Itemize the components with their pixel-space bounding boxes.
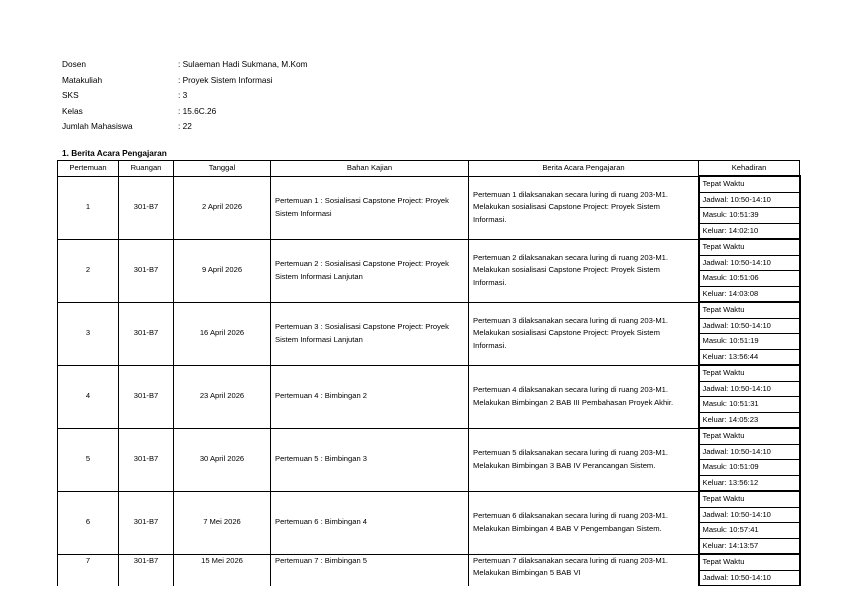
header-pertemuan: Pertemuan (58, 161, 119, 177)
info-row-matakuliah (62, 73, 308, 89)
table-row (58, 491, 800, 507)
info-value: : Proyek Sistem Informasi (178, 74, 273, 85)
cell-berita-acara: Pertemuan 3 dilaksanakan secara luring di ruang 203-M1. Melakukan sosialisasi Capstone Project: Proyek Sistem Informasi. (469, 302, 699, 365)
attendance-status: Tepat Waktu (699, 428, 800, 444)
cell-berita-acara: Pertemuan 2 dilaksanakan secara luring di ruang 203-M1. Melakukan sosialisasi Capstone Project: Proyek Sistem Informasi. (469, 239, 699, 302)
header-kehadiran: Kehadiran (699, 161, 800, 177)
cell-bahan-kajian: Pertemuan 5 : Bimbingan 3 (271, 428, 469, 491)
attendance-status: Tepat Waktu (699, 302, 800, 318)
cell-pertemuan: 3 (58, 302, 119, 365)
cell-berita-acara: Pertemuan 5 dilaksanakan secara luring di ruang 203-M1. Melakukan Bimbingan 3 BAB IV Perancangan Sistem. (469, 428, 699, 491)
info-row-jumlah-mahasiswa (62, 119, 308, 135)
attendance-status: Tepat Waktu (699, 554, 800, 570)
section-title: 1. Berita Acara Pengajaran (62, 148, 167, 158)
cell-tanggal: 16 April 2026 (174, 302, 271, 365)
attendance-schedule: Jadwal: 10:50-14:10 (699, 318, 800, 334)
table-row (58, 176, 800, 192)
attendance-check-in: Masuk: 10:51:19 (699, 334, 800, 350)
table-row (58, 554, 800, 570)
attendance-check-in: Masuk: 10:51:39 (699, 208, 800, 224)
cell-berita-acara: Pertemuan 7 dilaksanakan secara luring di ruang 203-M1. Melakukan Bimbingan 5 BAB VI (469, 554, 699, 586)
info-label: Jumlah Mahasiswa (62, 121, 133, 132)
header-ruangan: Ruangan (119, 161, 174, 177)
cell-tanggal: 30 April 2026 (174, 428, 271, 491)
info-label: SKS (62, 90, 79, 101)
cell-berita-acara: Pertemuan 4 dilaksanakan secara luring di ruang 203-M1. Melakukan Bimbingan 2 BAB III Pembahasan Proyek Akhir. (469, 365, 699, 428)
cell-pertemuan: 1 (58, 176, 119, 239)
cell-pertemuan: 2 (58, 239, 119, 302)
info-label: Matakuliah (62, 74, 103, 85)
cell-tanggal: 7 Mei 2026 (174, 491, 271, 554)
info-row-kelas (62, 104, 308, 120)
info-row-sks (62, 88, 308, 104)
attendance-status: Tepat Waktu (699, 239, 800, 255)
attendance-check-out: Keluar: 13:56:44 (699, 349, 800, 365)
attendance-schedule: Jadwal: 10:50-14:10 (699, 255, 800, 271)
cell-bahan-kajian: Pertemuan 1 : Sosialisasi Capstone Project: Proyek Sistem Informasi (271, 176, 469, 239)
cell-tanggal: 15 Mei 2026 (174, 554, 271, 586)
course-info (62, 57, 308, 135)
info-value: : Sulaeman Hadi Sukmana, M.Kom (178, 59, 308, 69)
attendance-status: Tepat Waktu (699, 176, 800, 192)
cell-ruangan: 301-B7 (119, 491, 174, 554)
cell-tanggal: 2 April 2026 (174, 176, 271, 239)
attendance-check-out: Keluar: 14:02:10 (699, 223, 800, 239)
attendance-schedule: Jadwal: 10:50-14:10 (699, 192, 800, 208)
attendance-check-out: Keluar: 14:03:08 (699, 286, 800, 302)
cell-tanggal: 23 April 2026 (174, 365, 271, 428)
info-label: Kelas (62, 105, 83, 116)
cell-berita-acara: Pertemuan 6 dilaksanakan secara luring di ruang 203-M1. Melakukan Bimbingan 4 BAB V Pengembangan Sistem. (469, 491, 699, 554)
table-row (58, 365, 800, 381)
cell-tanggal: 9 April 2026 (174, 239, 271, 302)
attendance-check-in: Masuk: 10:51:06 (699, 271, 800, 287)
cell-ruangan: 301-B7 (119, 302, 174, 365)
cell-ruangan: 301-B7 (119, 239, 174, 302)
attendance-schedule: Jadwal: 10:50-14:10 (699, 570, 800, 586)
info-value: : 3 (178, 90, 188, 101)
attendance-schedule: Jadwal: 10:50-14:10 (699, 507, 800, 523)
attendance-check-in: Masuk: 10:51:31 (699, 397, 800, 413)
attendance-status: Tepat Waktu (699, 365, 800, 381)
header-tanggal: Tanggal (174, 161, 271, 177)
cell-pertemuan: 6 (58, 491, 119, 554)
cell-bahan-kajian: Pertemuan 3 : Sosialisasi Capstone Project: Proyek Sistem Informasi Lanjutan (271, 302, 469, 365)
table-row (58, 239, 800, 255)
cell-ruangan: 301-B7 (119, 365, 174, 428)
cell-pertemuan: 7 (58, 554, 119, 586)
cell-ruangan: 301-B7 (119, 176, 174, 239)
attendance-check-out: Keluar: 13:56:12 (699, 475, 800, 491)
header-bahan-kajian: Bahan Kajian (271, 161, 469, 177)
cell-bahan-kajian: Pertemuan 6 : Bimbingan 4 (271, 491, 469, 554)
cell-bahan-kajian: Pertemuan 2 : Sosialisasi Capstone Project: Proyek Sistem Informasi Lanjutan (271, 239, 469, 302)
info-value: : 15.6C.26 (178, 105, 217, 116)
cell-pertemuan: 5 (58, 428, 119, 491)
attendance-check-out: Keluar: 14:05:23 (699, 412, 800, 428)
attendance-schedule: Jadwal: 10:50-14:10 (699, 381, 800, 397)
attendance-check-out: Keluar: 14:13:57 (699, 538, 800, 554)
attendance-status: Tepat Waktu (699, 491, 800, 507)
table-header-row (58, 161, 800, 177)
teaching-record-table (57, 160, 801, 586)
attendance-schedule: Jadwal: 10:50-14:10 (699, 444, 800, 460)
info-label: Dosen (62, 59, 86, 69)
attendance-check-in: Masuk: 10:51:09 (699, 460, 800, 476)
cell-berita-acara: Pertemuan 1 dilaksanakan secara luring di ruang 203-M1. Melakukan sosialisasi Capstone Project: Proyek Sistem Informasi. (469, 176, 699, 239)
info-value: : 22 (178, 121, 192, 132)
header-berita-acara: Berita Acara Pengajaran (469, 161, 699, 177)
attendance-check-in: Masuk: 10:57:41 (699, 523, 800, 539)
cell-ruangan: 301-B7 (119, 554, 174, 586)
cell-bahan-kajian: Pertemuan 7 : Bimbingan 5 (271, 554, 469, 586)
cell-bahan-kajian: Pertemuan 4 : Bimbingan 2 (271, 365, 469, 428)
cell-pertemuan: 4 (58, 365, 119, 428)
info-row-dosen (62, 57, 308, 73)
table-row (58, 428, 800, 444)
table-row (58, 302, 800, 318)
cell-ruangan: 301-B7 (119, 428, 174, 491)
